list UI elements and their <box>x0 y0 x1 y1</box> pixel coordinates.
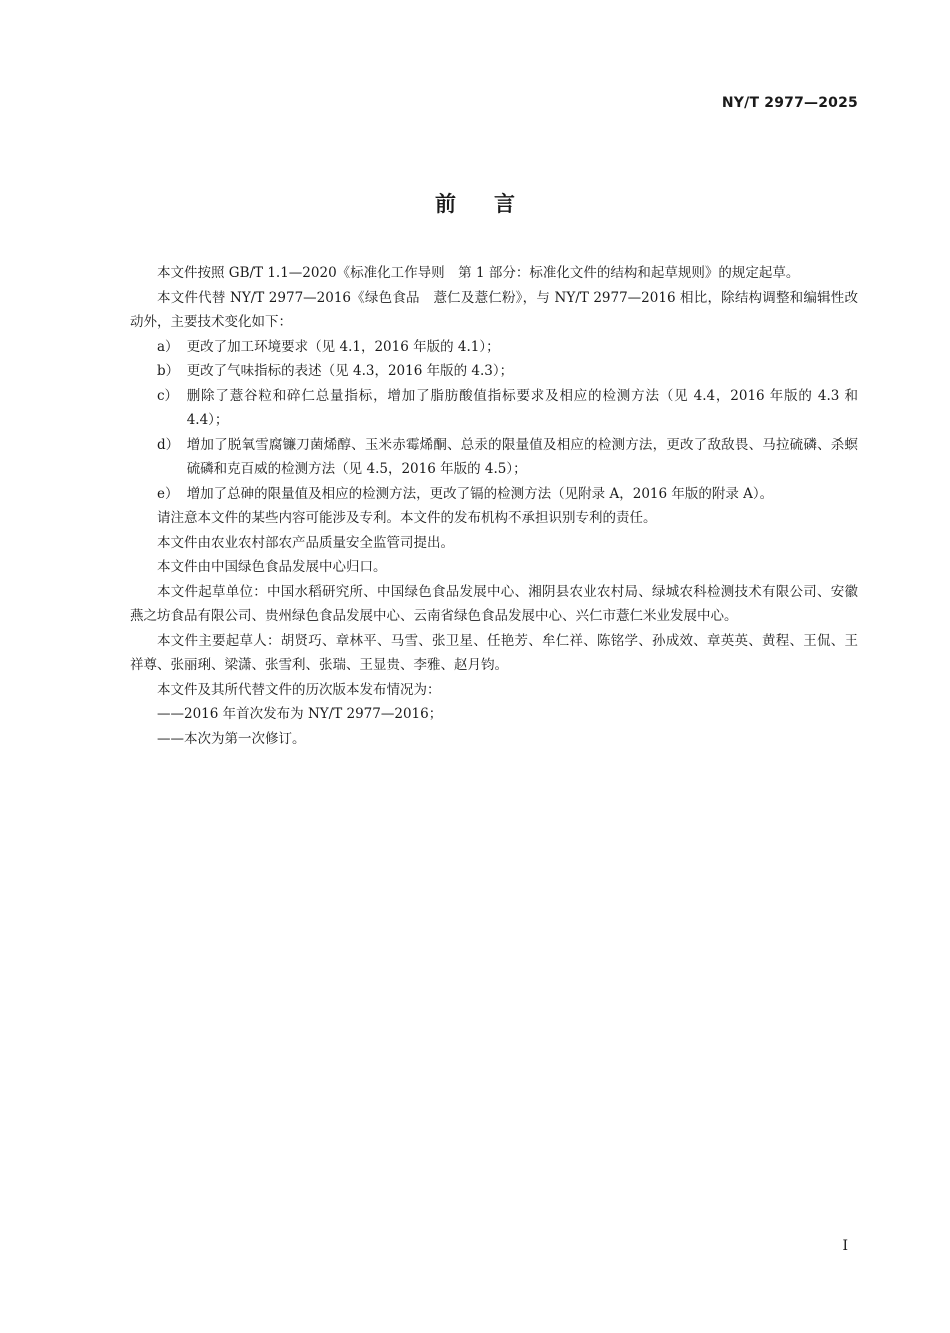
change-text: 更改了加工环境要求（见 4.1，2016 年版的 4.1）； <box>186 338 500 355</box>
paragraph-drafting-units: 本文件起草单位：中国水稻研究所、中国绿色食品发展中心、湘阴县农业农村局、绿城农科检测技术有限公司、安徽燕之坊食品有限公司、贵州绿色食品发展中心、云南省绿色食品发展中心、兴仁市薏仁米业发展中心。 <box>130 583 858 624</box>
change-item-e <box>130 482 858 507</box>
change-label: b） <box>157 363 180 379</box>
foreword-body <box>130 261 858 751</box>
history-item: ——2016 年首次发布为 NY/T 2977—2016； <box>157 706 443 722</box>
paragraph-history-intro: 本文件及其所代替文件的历次版本发布情况为： <box>157 681 441 698</box>
paragraph-proposer: 本文件由农业农村部农产品质量安全监管司提出。 <box>157 534 454 551</box>
change-text: 增加了脱氧雪腐镰刀菌烯醇、玉米赤霉烯酮、总汞的限量值及相应的检测方法，更改了敌敌畏、马拉硫磷、杀螟硫磷和克百威的检测方法（见 4.5，2016 年版的 4.5）； <box>186 436 858 477</box>
paragraph-custodian: 本文件由中国绿色食品发展中心归口。 <box>157 559 387 575</box>
paragraph-drafters: 本文件主要起草人：胡贤巧、章林平、马雪、张卫星、任艳芳、牟仁祥、陈铭学、孙成效、章英英、黄程、王侃、王祥尊、张丽琍、梁潇、张雪利、张瑞、王显贵、李雅、赵月钧。 <box>130 632 858 673</box>
change-text: 删除了薏谷粒和碎仁总量指标，增加了脂肪酸值指标要求及相应的检测方法（见 4.4，2016 年版的 4.3 和 4.4）； <box>186 387 858 428</box>
standard-number: NY/T 2977—2025 <box>721 95 858 111</box>
change-label: d） <box>157 436 180 453</box>
change-item-a <box>130 335 858 360</box>
change-label: c） <box>157 387 179 404</box>
paragraph-patent-notice: 请注意本文件的某些内容可能涉及专利。本文件的发布机构不承担识别专利的责任。 <box>157 510 657 526</box>
change-text: 增加了总砷的限量值及相应的检测方法，更改了镉的检测方法（见附录 A，2016 年版的附录 A）。 <box>186 485 774 502</box>
change-label: e） <box>157 485 179 502</box>
paragraph-replacement: 本文件代替 NY/T 2977—2016《绿色食品 薏仁及薏仁粉》，与 NY/T 2977—2016 相比，除结构调整和编辑性改动外，主要技术变化如下： <box>130 289 858 330</box>
page-title: 前言 <box>435 192 553 216</box>
change-item-b <box>130 359 858 384</box>
history-item: ——本次为第一次修订。 <box>157 730 306 747</box>
change-item-d <box>130 433 858 482</box>
change-text: 更改了气味指标的表述（见 4.3，2016 年版的 4.3）； <box>186 363 514 379</box>
change-item-c <box>130 384 858 433</box>
page-number: I <box>842 1238 848 1254</box>
change-label: a） <box>157 338 179 355</box>
paragraph-drafting-rules: 本文件按照 GB/T 1.1—2020《标准化工作导则 第 1 部分：标准化文件的结构和起草规则》的规定起草。 <box>157 265 800 281</box>
